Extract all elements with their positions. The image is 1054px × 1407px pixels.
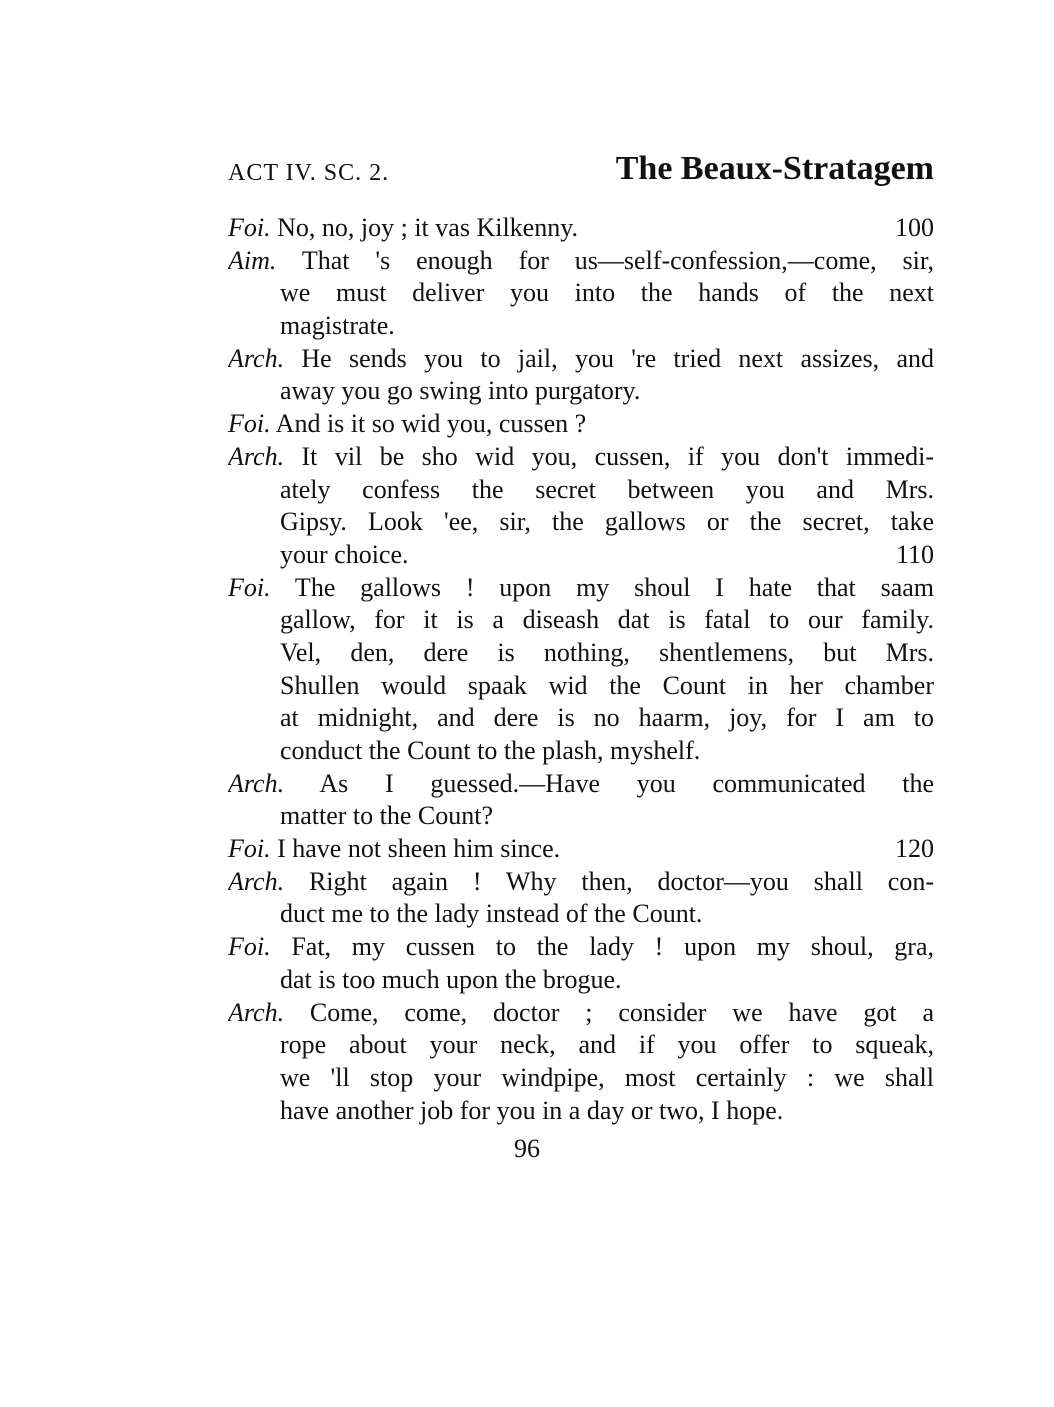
line-text: Vel, den, dere is nothing, shentlemens, but Mrs. [280, 637, 934, 667]
text-line [228, 898, 934, 931]
line-text: No, no, joy ; it vas Kilkenny. [270, 213, 579, 242]
line-text: we must deliver you into the hands of the next [280, 278, 934, 308]
line-text: I have not sheen him since. [270, 834, 561, 864]
line-text: ately confess the secret between you and Mrs. [280, 474, 934, 504]
running-header [228, 150, 934, 194]
text-line [228, 637, 934, 670]
text-line [228, 735, 934, 768]
line-text: Gipsy. Look 'ee, sir, the gallows or the secret, take [280, 507, 934, 537]
line-text: have another job for you in a day or two, I hope. [280, 1095, 784, 1125]
text-line [228, 702, 934, 735]
text-line [228, 506, 934, 539]
line-text: Shullen would spaak wid the Count in her chamber [280, 670, 934, 700]
text-line [228, 212, 934, 245]
line-text: gallow, for it is a diseash dat is fatal to our family. [280, 605, 934, 635]
speaker-name: Foi. [228, 213, 271, 242]
text-line [228, 997, 934, 1030]
line-text: And is it so wid you, cussen ? [270, 409, 587, 439]
line-text: conduct the Count to the plash, myshelf. [280, 736, 701, 765]
speaker-name: Aim. [228, 245, 277, 275]
text-line [228, 277, 934, 310]
text-line [228, 670, 934, 703]
speaker-name: Foi. [228, 409, 271, 439]
line-text: He sends you to jail, you 're tried next assizes, and [284, 343, 934, 373]
speaker-name: Arch. [228, 441, 285, 471]
text-line [228, 604, 934, 637]
text-line [228, 964, 934, 997]
line-text: away you go swing into purgatory. [280, 376, 641, 406]
text-line [228, 441, 934, 474]
speaker-name: Foi. [228, 572, 271, 602]
text-line [228, 866, 934, 899]
line-text: we 'll stop your windpipe, most certainly : we shall [280, 1062, 934, 1092]
text-line [228, 1062, 934, 1095]
line-text: at midnight, and dere is no haarm, joy, for I am to [280, 703, 934, 733]
line-number: 110 [895, 539, 934, 569]
line-text: duct me to the lady instead of the Count. [280, 899, 703, 929]
text-line [228, 310, 934, 343]
text-line [228, 1095, 934, 1128]
line-text: It vil be sho wid you, cussen, if you don't immedi- [284, 441, 934, 471]
text-line [228, 931, 934, 964]
text-line [228, 833, 934, 866]
speaker-name: Foi. [228, 834, 271, 864]
act-scene-label: ACT IV. SC. 2. [228, 160, 390, 186]
text-line [228, 375, 934, 408]
line-text: Fat, my cussen to the lady ! upon my shoul, gra, [270, 932, 934, 962]
speaker-name: Foi. [228, 932, 271, 962]
text-line [228, 539, 934, 572]
speaker-name: Arch. [228, 343, 285, 373]
page-number: 96 [514, 1134, 540, 1163]
line-text: your choice. [280, 539, 409, 569]
text-line [228, 408, 934, 441]
line-number: 120 [895, 834, 934, 864]
text-line [228, 474, 934, 507]
line-text: dat is too much upon the brogue. [280, 964, 622, 994]
running-title: The Beaux-Stratagem [615, 150, 934, 187]
line-text: As I guessed.—Have you communicated the [284, 768, 934, 798]
text-line [228, 245, 934, 278]
text-line [228, 800, 934, 833]
speaker-name: Arch. [228, 866, 285, 896]
text-line [228, 768, 934, 801]
line-text: Come, come, doctor ; consider we have got a [284, 997, 934, 1027]
text-line [228, 572, 934, 605]
text-line [228, 1029, 934, 1062]
line-text: rope about your neck, and if you offer to squeak, [280, 1030, 934, 1060]
line-text: Right again ! Why then, doctor—you shall con- [284, 866, 934, 896]
line-text: That 's enough for us—self-confession,—come, sir, [276, 245, 934, 275]
line-text: The gallows ! upon my shoul I hate that saam [270, 572, 934, 602]
speaker-name: Arch. [228, 768, 285, 798]
line-text: matter to the Count? [280, 801, 494, 831]
text-line [228, 343, 934, 376]
speaker-name: Arch. [228, 997, 285, 1027]
line-text: magistrate. [280, 311, 395, 341]
dialogue-text [228, 212, 934, 1127]
line-number: 100 [895, 213, 934, 242]
